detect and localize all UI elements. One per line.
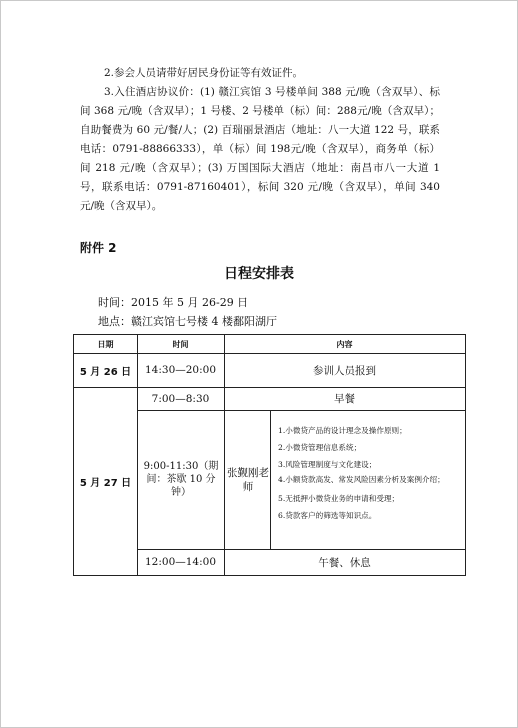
course-topic-item: 4.小额贷款高发、常发风险因素分析及案例介绍；: [278, 475, 445, 484]
row2-date: 5 月 27 日: [79, 477, 132, 489]
course-topic-list: [278, 422, 464, 524]
header-time: 时间: [172, 339, 189, 349]
row1-date: 5 月 26 日: [79, 366, 132, 378]
attachment-label: 附件 2: [80, 241, 117, 255]
course-topic-item: 1.小微贷产品的设计理念及操作原则；: [278, 426, 407, 435]
row3-speaker: 张觐刚老师: [227, 466, 269, 493]
schedule-time: 时间：2015 年 5 月 26-29 日: [98, 296, 249, 309]
row4-time: 12:00—14:00: [144, 556, 217, 568]
header-date: 日期: [97, 339, 114, 349]
row4-content: 午餐、休息: [318, 556, 371, 569]
row1-time: 14:30—20:00: [144, 364, 217, 376]
course-topic-item: 5.无抵押小微贷业务的申请和受理；: [278, 494, 400, 503]
paragraph-id-reminder: 2.参会人员请带好居民身份证等有效证件。: [104, 67, 304, 79]
header-content: 内容: [336, 339, 353, 349]
row3-time: 9:00-11:30（期间：茶歇 10 分钟）: [143, 461, 219, 498]
paragraph-hotel-rates: 3.入住酒店协议价：(1) 赣江宾馆 3 号楼单间 388 元/晚（含双早）、标间 368 元/晚（含双早）；1 号楼、2 号楼单（标）间：288元/晚（含双早）；自助餐费为 60 元/餐/人；(2) 百瑞丽景酒店（地址：八一大道 122 号，联系电话：0791-88866333），单（标）间 198元/晚（含双早），商务单（标）间 218 元/晚（含双早）；(3) 万国国际大酒店（地址：南昌市八一大道 1 号，联系电话：0791-87160401），标间 320 元/晚（含双早），单间 340 元/晚（含双早）。: [80, 86, 440, 212]
schedule-title: 日程安排表: [224, 266, 294, 282]
row2-time: 7:00—8:30: [151, 392, 210, 405]
course-topic-item: 3.风险管理制度与文化建设；: [278, 460, 377, 469]
schedule-place: 地点：赣江宾馆七号楼 4 楼鄱阳湖厅: [98, 315, 277, 328]
course-topic-item: 2.小微贷管理信息系统；: [278, 443, 362, 452]
course-topic-item: 6.贷款客户的筛选等知识点。: [278, 511, 377, 520]
row2-content: 早餐: [334, 393, 355, 405]
row1-content: 参训人员报到: [313, 364, 376, 377]
